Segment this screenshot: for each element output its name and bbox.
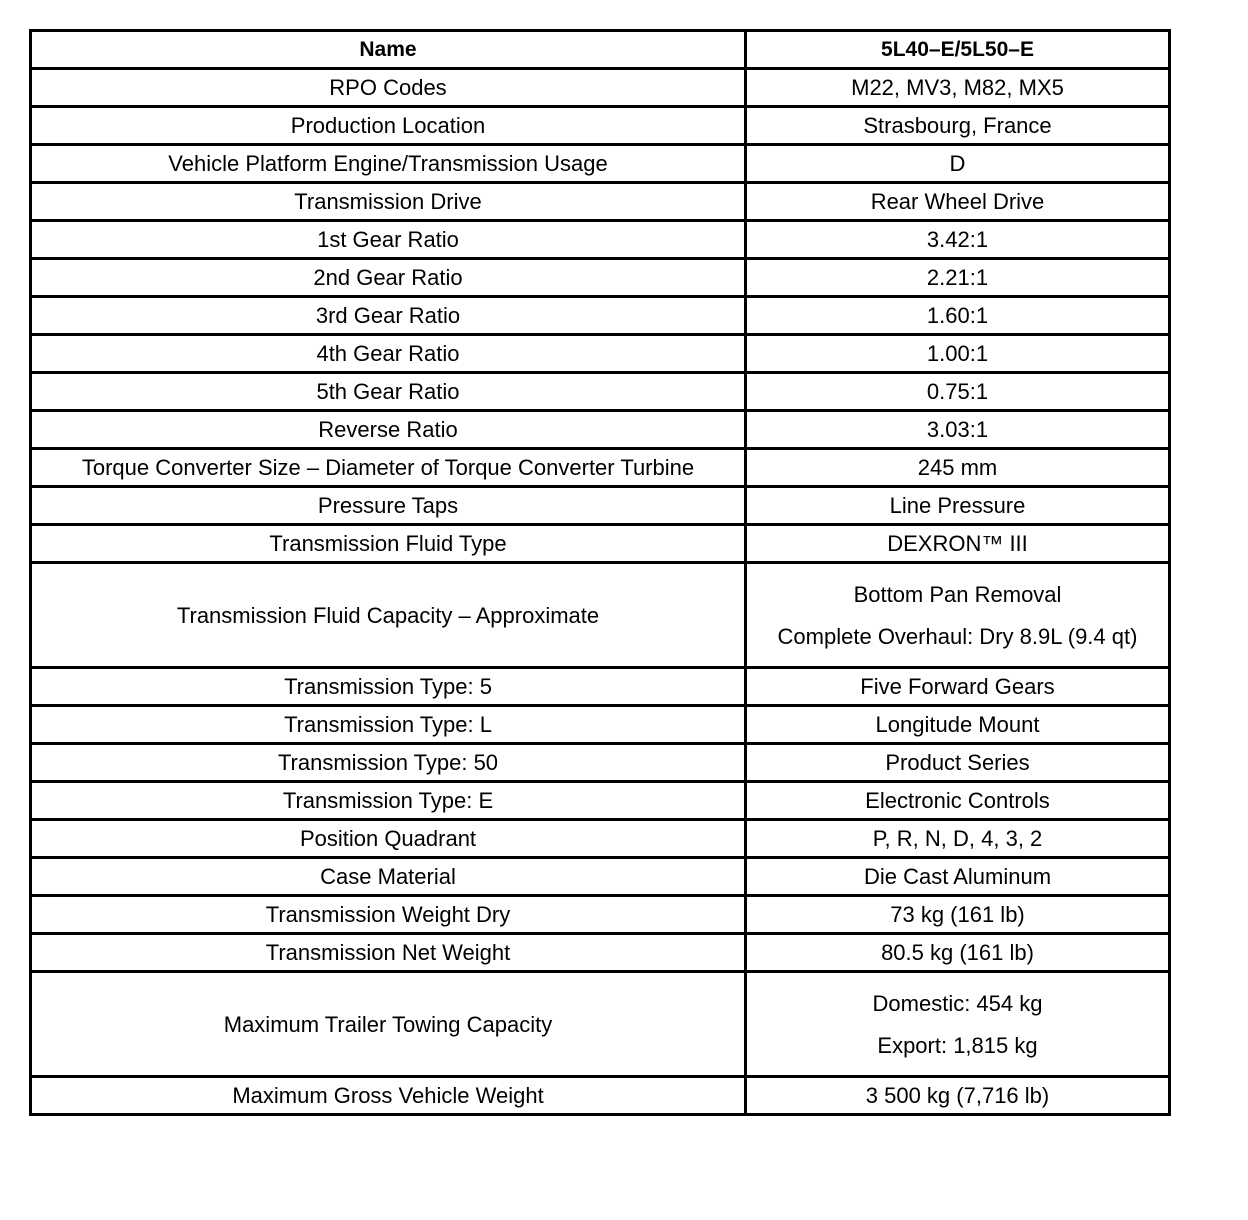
row-value: Electronic Controls: [746, 782, 1170, 820]
row-label: Reverse Ratio: [31, 411, 746, 449]
table-row: [31, 858, 1170, 896]
row-label: 3rd Gear Ratio: [31, 297, 746, 335]
row-value: 1.60:1: [746, 297, 1170, 335]
row-label: Maximum Trailer Towing Capacity: [31, 972, 746, 1077]
table-row: [31, 972, 1170, 1077]
row-value: 2.21:1: [746, 259, 1170, 297]
row-label: Transmission Net Weight: [31, 934, 746, 972]
row-value: Strasbourg, France: [746, 107, 1170, 145]
row-value: 80.5 kg (161 lb): [746, 934, 1170, 972]
table-row: [31, 335, 1170, 373]
table-row: [31, 259, 1170, 297]
spec-table: [29, 29, 1171, 1116]
row-value: 245 mm: [746, 449, 1170, 487]
table-row: [31, 934, 1170, 972]
table-row: [31, 896, 1170, 934]
table-row: [31, 107, 1170, 145]
table-row: [31, 744, 1170, 782]
header-value-cell: 5L40–E/5L50–E: [746, 31, 1170, 69]
table-row: [31, 449, 1170, 487]
row-label: Transmission Type: 50: [31, 744, 746, 782]
table-header-row: [31, 31, 1170, 69]
row-label: Production Location: [31, 107, 746, 145]
row-label: Maximum Gross Vehicle Weight: [31, 1077, 746, 1115]
value-line: Complete Overhaul: Dry 8.9L (9.4 qt): [777, 623, 1138, 649]
line-gap: [750, 1016, 1165, 1033]
table-row: [31, 183, 1170, 221]
row-value: [746, 563, 1170, 668]
row-value: M22, MV3, M82, MX5: [746, 69, 1170, 107]
row-label: 5th Gear Ratio: [31, 373, 746, 411]
row-label: 4th Gear Ratio: [31, 335, 746, 373]
row-label: Transmission Drive: [31, 183, 746, 221]
row-label: Position Quadrant: [31, 820, 746, 858]
table-row: [31, 563, 1170, 668]
row-value: Five Forward Gears: [746, 668, 1170, 706]
table-row: [31, 820, 1170, 858]
row-value: 3 500 kg (7,716 lb): [746, 1077, 1170, 1115]
row-label: Transmission Fluid Capacity – Approximate: [31, 563, 746, 668]
row-label: Torque Converter Size – Diameter of Torque Converter Turbine: [31, 449, 746, 487]
row-value: Line Pressure: [746, 487, 1170, 525]
row-value: 73 kg (161 lb): [746, 896, 1170, 934]
table-row: [31, 373, 1170, 411]
row-label: Case Material: [31, 858, 746, 896]
table-row: [31, 411, 1170, 449]
table-row: [31, 145, 1170, 183]
table-row: [31, 69, 1170, 107]
row-value: 3.03:1: [746, 411, 1170, 449]
table-row: [31, 221, 1170, 259]
row-value: DEXRON™ III: [746, 525, 1170, 563]
row-label: Transmission Type: E: [31, 782, 746, 820]
row-label: 1st Gear Ratio: [31, 221, 746, 259]
row-label: Vehicle Platform Engine/Transmission Usage: [31, 145, 746, 183]
table-row: [31, 668, 1170, 706]
table-row: [31, 297, 1170, 335]
row-label: Pressure Taps: [31, 487, 746, 525]
line-gap: [750, 607, 1165, 624]
value-line: Export: 1,815 kg: [877, 1032, 1038, 1058]
row-label: Transmission Type: L: [31, 706, 746, 744]
row-label: Transmission Weight Dry: [31, 896, 746, 934]
row-value: P, R, N, D, 4, 3, 2: [746, 820, 1170, 858]
row-value: 1.00:1: [746, 335, 1170, 373]
value-line: Bottom Pan Removal: [853, 581, 1062, 607]
row-label: Transmission Fluid Type: [31, 525, 746, 563]
row-value: 3.42:1: [746, 221, 1170, 259]
table-row: [31, 782, 1170, 820]
table-row: [31, 706, 1170, 744]
row-value: D: [746, 145, 1170, 183]
row-value: Die Cast Aluminum: [746, 858, 1170, 896]
row-value: 0.75:1: [746, 373, 1170, 411]
table-row: [31, 487, 1170, 525]
row-value: Longitude Mount: [746, 706, 1170, 744]
table-row: [31, 525, 1170, 563]
value-line: Domestic: 454 kg: [872, 990, 1043, 1016]
row-value: Rear Wheel Drive: [746, 183, 1170, 221]
row-value: [746, 972, 1170, 1077]
row-value: Product Series: [746, 744, 1170, 782]
row-label: Transmission Type: 5: [31, 668, 746, 706]
table-row: [31, 1077, 1170, 1115]
header-name-cell: Name: [31, 31, 746, 69]
row-label: RPO Codes: [31, 69, 746, 107]
row-label: 2nd Gear Ratio: [31, 259, 746, 297]
